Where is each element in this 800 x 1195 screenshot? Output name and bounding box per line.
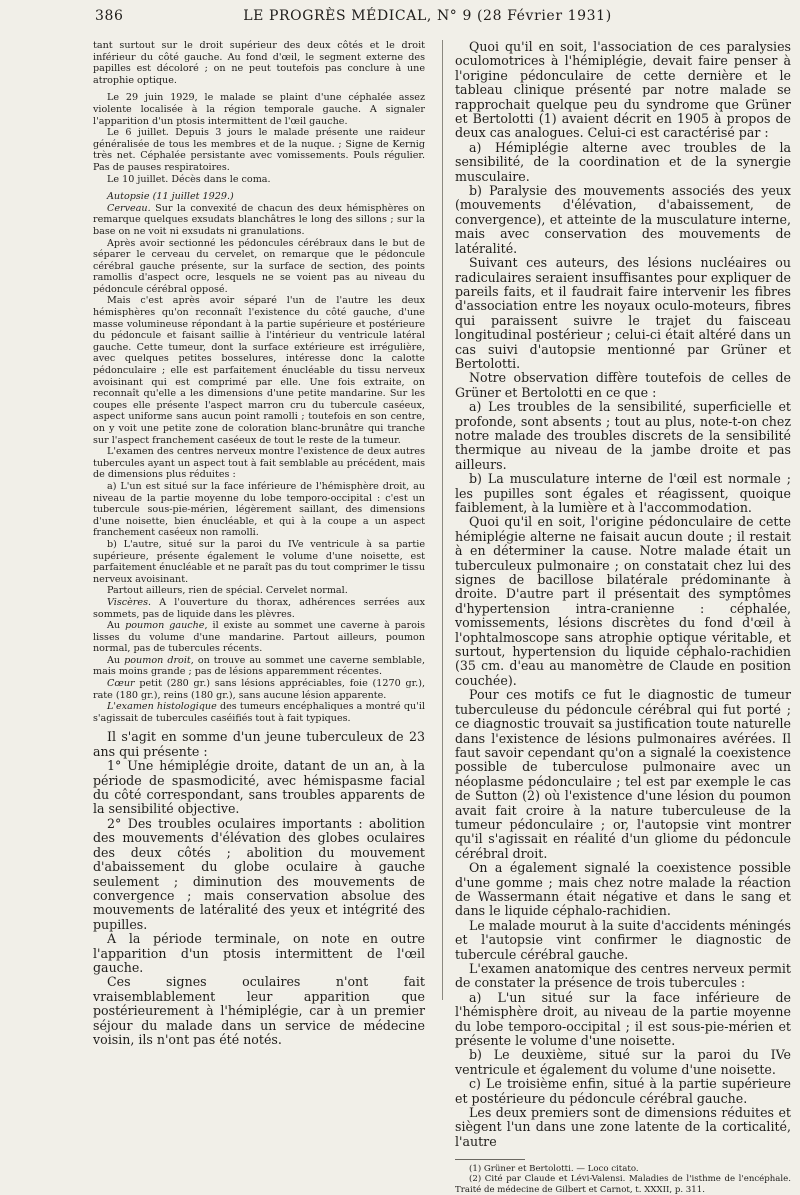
paragraph: b) La musculature interne de l'œil est normale ; les pupilles sont égales et réagissent, quoique faiblement, à la lumière et à l'accommodation. (455, 471, 791, 515)
paragraph: tant surtout sur le droit supérieur des deux côtés et le droit inférieur du côté gauche. Au fond d'œil, le segment externe des papilles est décoloré ; on ne peut toutefois pas conclure à une atrophie optique. (93, 40, 425, 86)
label: poumon gauche (125, 620, 205, 632)
left-column (93, 40, 425, 1047)
label: Cœur (107, 678, 135, 690)
text: petit (280 gr.) sans lésions appréciables, foie (1270 gr.), rate (180 gr.), reins (180 gr.), sans aucune lésion apparente. (93, 678, 425, 701)
paragraph: c) Le troisième enfin, situé à la partie supérieure et postérieure du pédoncule cérébral gauche. (455, 1076, 791, 1106)
text: des tumeurs encéphaliques a montré qu'il s'agissait de tubercules caséifiés tout à fait typiques. (93, 701, 425, 724)
paragraph: Mais c'est après avoir séparé l'un de l'autre les deux hémisphères qu'on reconnaît l'existence du côté gauche, d'une masse volumineuse répondant à la partie supérieure et postérieure du pédoncule et faisant saillie à l'intérieur du ventricule latéral gauche. Cette tumeur, dont la surface extérieure est irrégulière, avec quelques petites bosselures, intéresse donc la calotte pédonculaire ; elle est parfaitement énucléable du tissu nerveux avoisinant qui est comprimé par elle. Une fois extraite, on reconnaît qu'elle a les dimensions d'une petite mandarine. Sur les coupes elle présente l'aspect marron cru du tubercule caséeux, aspect uniforme sans aucun point ramolli ; toutefois en son centre, on y voit une petite zone de coloration blanc-brunâtre qui tranche sur l'aspect franchement caséeux de tout le reste de la tumeur. (93, 295, 425, 446)
section-heading: Autopsie (11 juillet 1929.) (107, 191, 234, 203)
footnote-rule (455, 1159, 525, 1160)
column-divider (442, 40, 443, 1000)
footnote: (1) Grüner et Bertolotti. — Loco citato. (469, 1164, 639, 1175)
paragraph: L'examen anatomique des centres nerveux permit de constater la présence de trois tubercules : (455, 961, 791, 991)
paragraph: Le 29 juin 1929, le malade se plaint d'une céphalée assez violente localisée à la région temporale gauche. A signaler l'apparition d'un ptosis intermittent de l'œil gauche. (93, 92, 425, 127)
paragraph: Le 6 juillet. Depuis 3 jours le malade présente une raideur généralisée de tous les membres et de la nuque. ; Signe de Kernig très net. Céphalée persistante avec vomissements. Pouls régulier. Pas de pauses respiratoires. (93, 127, 425, 173)
label: poumon droit (124, 654, 191, 666)
running-title: LE PROGRÈS MÉDICAL, N° 9 (28 Février 1931) (243, 8, 612, 24)
paragraph: Après avoir sectionné les pédoncules cérébraux dans le but de séparer le cerveau du cervelet, on remarque que le pédoncule cérébral gauche présente, sur la surface de section, des points ramollis d'aspect ocre, lesquels ne se voient pas au niveau du pédoncule cérébral opposé. (93, 237, 425, 295)
paragraph: a) L'un est situé sur la face inférieure de l'hémisphère droit, au niveau de la partie moyenne du lobe temporo-occipital : c'est un tubercule sous-pie-mérien, légèrement saillant, des dimensions d'une noisette, bien énucléable, et qui à la coupe a un aspect franchement caséeux non ramolli. (93, 480, 425, 539)
paragraph: Suivant ces auteurs, des lésions nucléaires ou radiculaires seraient insuffisantes pour expliquer de pareils faits, et il faudrait faire intervenir les fibres d'association entre les noyaux oculo-moteurs, fibres qui paraissent suivre le trajet du faisceau longitudinal postérieur ; celui-ci était altéré dans un cas suivi d'autopsie mentionné par Grüner et Bertolotti. (455, 255, 791, 371)
text: , on trouve au sommet une caverne semblable, mais moins grande ; pas de lésions apparemment récentes. (93, 654, 425, 678)
paragraph: Quoi qu'il en soit, l'association de ces paralysies oculomotrices à l'hémiplégie, devait faire penser à l'origine pédonculaire de cette dernière et le tableau clinique présenté par notre malade se rapprochait quelque peu du syndrome que Grüner et Bertolotti (1) avaient décrit en 1905 à propos de deux cas analogues. Celui-ci est caractérisé par : (455, 39, 791, 141)
text: , il existe au sommet une caverne à parois lisses du volume d'une mandarine. Partout ailleurs, poumon normal, pas de tubercules récents. (93, 620, 425, 655)
page-number: 386 (95, 8, 124, 24)
paragraph: a) L'un situé sur la face inférieure de l'hémisphère droit, au niveau de la partie moyenne du lobe temporo-occipital ; il est sous-pie-mérien et présente le volume d'une noisette. (455, 989, 791, 1049)
paragraph: Partout ailleurs, rien de spécial. Cervelet normal. (107, 585, 348, 597)
paragraph (93, 655, 425, 678)
right-column (455, 40, 791, 1195)
label: Viscères. (107, 596, 152, 608)
paragraph: a) Hémiplégie alterne avec troubles de la sensibilité, de la coordination et de la synergie musculaire. (455, 139, 791, 184)
paragraph (93, 620, 425, 655)
paragraph: Le malade mourut à la suite d'accidents méningés et l'autopsie vint confirmer le diagnostic de tubercule cérébral gauche. (455, 917, 791, 962)
label: Cerveau. (107, 202, 151, 214)
paragraph: Notre observation diffère toutefois de celles de Grüner et Bertolotti en ce que : (455, 370, 791, 400)
paragraph (93, 701, 425, 724)
paragraph: Le 10 juillet. Décès dans le coma. (107, 173, 271, 185)
paragraph: Les deux premiers sont de dimensions réduites et siègent l'un dans une zone latente de la corticalité, l'autre (455, 1105, 791, 1149)
paragraph: Ces signes oculaires n'ont fait vraisemblablement leur apparition que postérieurement à l'hémiplégie, car à un premier séjour du malade dans un service de médecine voisin, ils n'ont pas été notés. (93, 974, 425, 1047)
paragraph: 2° Des troubles oculaires importants : abolition des mouvements d'élévation des globes oculaires des deux côtés ; abolition du mouvement d'abaissement du globe oculaire à gauche seulement ; diminution des mouvements de convergence ; mais conservation absolue des mouvements de latéralité des yeux et intégrité des pupilles. (93, 815, 425, 932)
paragraph (93, 678, 425, 701)
paragraph: 1° Une hémiplégie droite, datant de un an, à la période de spasmodicité, avec hémispasme facial du côté correspondant, sans troubles apparents de la sensibilité objective. (93, 758, 425, 817)
paragraph: On a également signalé la coexistence possible d'une gomme ; mais chez notre malade la réaction de Wassermann était négative et dans le sang et dans le liquide céphalo-rachidien. (455, 860, 791, 919)
paragraph: b) Paralysie des mouvements associés des yeux (mouvements d'élévation, d'abaissement, de convergence), et atteinte de la musculature interne, mais avec conservation des mouvements de latéralité. (455, 183, 791, 256)
label: L'examen histologique (107, 701, 217, 713)
paragraph: Quoi qu'il en soit, l'origine pédonculaire de cette hémiplégie alterne ne faisait aucun doute ; il restait à en déterminer la cause. Notre malade était un tuberculeux pulmonaire ; on constatait chez lui des signes de bacillose bilatérale prédominante à droite. D'autre part il présentait des symptômes d'hypertension intra-cranienne : céphalée, vomissements, lésions discrètes du fond d'œil à l'ophtalmoscope sans atrophie optique véritable, et surtout, hypertension du liquide céphalo-rachidien (35 cm. d'eau au manomètre de Claude en position couchée). (455, 514, 791, 688)
text: Au (107, 620, 126, 632)
paragraph: b) L'autre, situé sur la paroi du IVe ventricule à sa partie supérieure, présente également le volume d'une noisette, est parfaitement énucléable et ne paraît pas du tout comprimer le tissu nerveux avoisinant. (93, 538, 425, 585)
paragraph: Pour ces motifs ce fut le diagnostic de tumeur tuberculeuse du pédoncule cérébral qui fut porté ; ce diagnostic trouvait sa justification toute naturelle dans l'existence de lésions pulmonaires avérées. Il faut savoir cependant qu'on a signalé la coexistence possible de tuberculose pulmonaire avec un néoplasme pédonculaire ; tel est par exemple le cas de Sutton (2) où l'existence d'une lésion du poumon avait fait croire à la nature tuberculeuse de la tumeur pédonculaire ; or, l'autopsie vint montrer qu'il s'agissait en réalité d'un gliome du pédoncule cérébral droit. (455, 687, 791, 861)
footnote: (2) Cité par Claude et Lévi-Valensi. Maladies de l'isthme de l'encéphale. Traité de médecine de Gilbert et Carnot, t. XXXII, p. 311. (455, 1174, 791, 1195)
paragraph: a) Les troubles de la sensibilité, superficielle et profonde, sont absents ; tout au plus, note-t-on chez notre malade des troubles discrets de la sensibilité thermique au niveau de la jambe droite et pas ailleurs. (455, 399, 791, 472)
paragraph: A la période terminale, on note en outre l'apparition d'un ptosis intermittent de l'œil gauche. (93, 931, 425, 975)
text: Sur la convexité de chacun des deux hémisphères on remarque quelques exsudats blanchâtres le long des sillons ; sur la base on ne voit ni exsudats ni granulations. (93, 202, 425, 237)
page-header (95, 8, 760, 30)
paragraph (93, 597, 425, 620)
paragraph: b) Le deuxième, situé sur la paroi du IVe ventricule et également du volume d'une noisette. (455, 1047, 791, 1077)
paragraph: L'examen des centres nerveux montre l'existence de deux autres tubercules ayant un aspect tout à fait semblable au précédent, mais de dimensions plus réduites : (93, 446, 425, 481)
text: A l'ouverture du thorax, adhérences serrées aux sommets, pas de liquide dans les plèvres. (93, 596, 425, 620)
paragraph: Il s'agit en somme d'un jeune tuberculeux de 23 ans qui présente : (93, 729, 425, 759)
paragraph (93, 203, 425, 238)
text: Au (107, 654, 125, 666)
